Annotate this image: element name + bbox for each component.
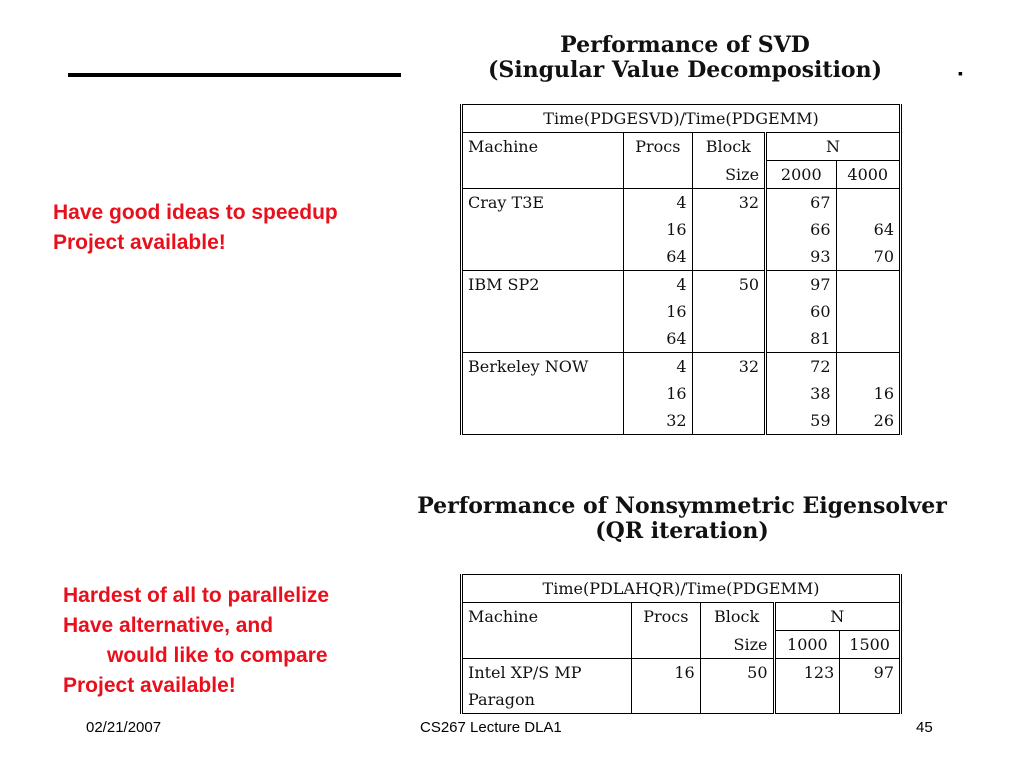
qr-notes <box>63 581 329 701</box>
qr-col-procs: Procs <box>631 603 700 631</box>
n1-cell: 123 <box>774 659 840 714</box>
n1-cell: 59 <box>766 407 836 435</box>
svd-col-block: Block <box>692 133 766 161</box>
procs-cell: 64 <box>624 325 692 353</box>
svd-n-4000: 4000 <box>836 161 900 189</box>
svd-n-2000: 2000 <box>766 161 836 189</box>
qr-table-caption: Time(PDLAHQR)/Time(PDGEMM) <box>462 575 901 603</box>
empty-cell <box>462 407 624 435</box>
svd-table <box>460 104 902 435</box>
procs-cell: 4 <box>624 353 692 381</box>
procs-cell: 4 <box>624 271 692 299</box>
machine-name-line2: Paragon <box>468 690 535 709</box>
n2-cell: 70 <box>836 243 900 271</box>
svd-col-machine: Machine <box>462 133 624 161</box>
n1-cell: 81 <box>766 325 836 353</box>
empty-cell <box>692 216 766 243</box>
n2-cell: 97 <box>840 659 901 714</box>
empty-cell <box>692 407 766 435</box>
machine-name <box>462 659 632 714</box>
footer-date: 02/21/2007 <box>86 719 162 736</box>
empty-cell <box>692 380 766 407</box>
block-cell: 50 <box>700 659 774 714</box>
decorative-dot: ▪ <box>958 65 963 81</box>
svd-note: Project available! <box>53 231 226 254</box>
qr-col-n: N <box>774 603 900 631</box>
svd-title <box>462 33 908 83</box>
procs-cell: 64 <box>624 243 692 271</box>
n1-cell: 93 <box>766 243 836 271</box>
svd-col-block-size: Size <box>692 161 766 189</box>
empty-cell <box>624 161 692 189</box>
svd-table-caption: Time(PDGESVD)/Time(PDGEMM) <box>462 105 901 133</box>
n2-cell: 64 <box>836 216 900 243</box>
table-row <box>462 216 901 243</box>
machine-name: Berkeley NOW <box>462 353 624 381</box>
svd-note: Have good ideas to speedup <box>53 201 338 224</box>
svd-title-line2: (Singular Value Decomposition) <box>487 57 883 84</box>
empty-cell <box>462 161 624 189</box>
empty-cell <box>462 380 624 407</box>
svd-title-line1: Performance of SVD <box>560 32 810 58</box>
qr-title <box>396 494 968 544</box>
table-row <box>462 353 901 381</box>
title-rule <box>68 73 401 77</box>
n1-cell: 38 <box>766 380 836 407</box>
qr-col-machine: Machine <box>462 603 632 631</box>
svd-col-n: N <box>766 133 901 161</box>
empty-cell <box>462 243 624 271</box>
svd-notes <box>53 198 338 258</box>
table-row <box>462 298 901 325</box>
qr-n-1000: 1000 <box>774 631 840 659</box>
qr-note: Project available! <box>63 674 236 697</box>
procs-cell: 16 <box>624 216 692 243</box>
n1-cell: 67 <box>766 189 836 217</box>
block-cell: 50 <box>692 271 766 299</box>
empty-cell <box>692 325 766 353</box>
svd-col-procs: Procs <box>624 133 692 161</box>
n1-cell: 97 <box>766 271 836 299</box>
procs-cell: 32 <box>624 407 692 435</box>
n2-cell <box>836 271 900 299</box>
n1-cell: 72 <box>766 353 836 381</box>
table-row <box>462 407 901 435</box>
table-row <box>462 189 901 217</box>
table-row <box>462 243 901 271</box>
n2-cell <box>836 353 900 381</box>
qr-table <box>460 574 902 714</box>
empty-cell <box>631 631 700 659</box>
n2-cell <box>836 189 900 217</box>
empty-cell <box>692 298 766 325</box>
qr-note: Have alternative, and <box>63 614 274 637</box>
qr-title-line2: (QR iteration) <box>595 518 769 545</box>
procs-cell: 16 <box>624 298 692 325</box>
footer-page-number: 45 <box>916 719 933 736</box>
procs-cell: 16 <box>624 380 692 407</box>
n2-cell <box>836 325 900 353</box>
n2-cell: 16 <box>836 380 900 407</box>
empty-cell <box>462 216 624 243</box>
empty-cell <box>692 243 766 271</box>
empty-cell <box>462 325 624 353</box>
footer-title: CS267 Lecture DLA1 <box>420 719 562 736</box>
n1-cell: 66 <box>766 216 836 243</box>
block-cell: 32 <box>692 353 766 381</box>
qr-n-1500: 1500 <box>840 631 901 659</box>
machine-name: Cray T3E <box>468 193 545 212</box>
empty-cell <box>462 631 632 659</box>
n1-cell: 60 <box>766 298 836 325</box>
procs-cell: 16 <box>631 659 700 714</box>
qr-col-block: Block <box>700 603 774 631</box>
table-row <box>462 271 901 299</box>
qr-col-block-size: Size <box>700 631 774 659</box>
qr-note: Hardest of all to parallelize <box>63 584 330 607</box>
empty-cell <box>462 298 624 325</box>
n2-cell: 26 <box>836 407 900 435</box>
procs-cell: 4 <box>624 189 692 217</box>
machine-name: IBM SP2 <box>462 271 624 299</box>
table-row <box>462 325 901 353</box>
qr-title-line1: Performance of Nonsymmetric Eigensolver <box>417 493 947 519</box>
n2-cell <box>836 298 900 325</box>
table-row <box>462 380 901 407</box>
block-cell: 32 <box>692 189 766 217</box>
table-row <box>462 659 901 714</box>
machine-name-line1: Intel XP/S MP <box>468 663 582 682</box>
qr-note: would like to compare <box>107 644 328 667</box>
